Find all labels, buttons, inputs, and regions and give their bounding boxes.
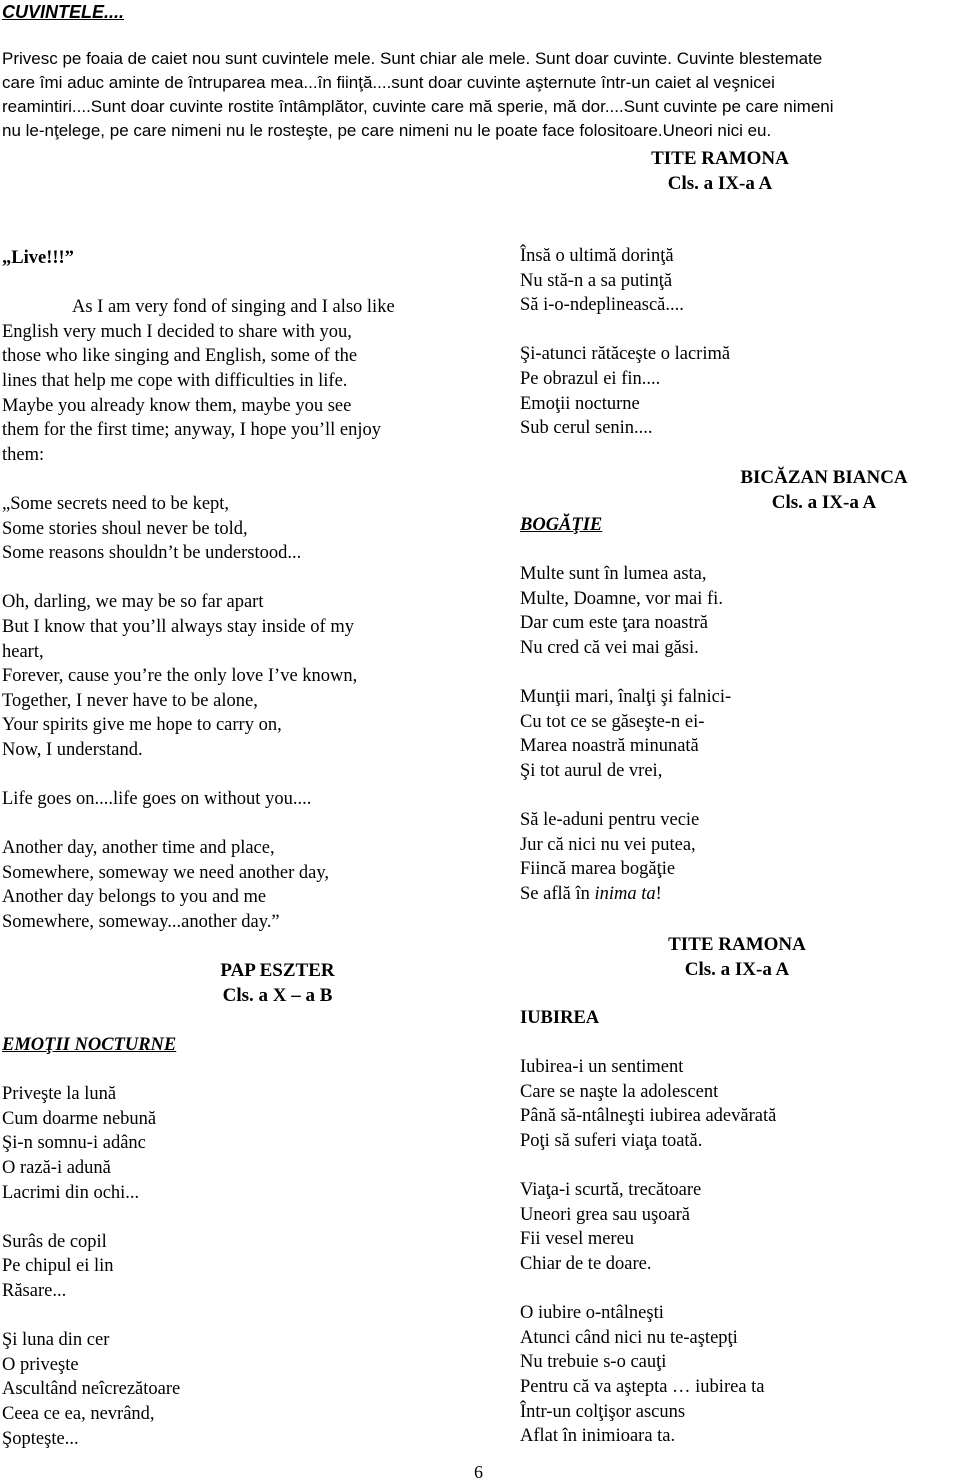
lyric-line: Another day, another time and place, xyxy=(2,838,275,859)
intro-line: Privesc pe foaia de caiet nou sunt cuvintele mele. Sunt chiar ale mele. Sunt doar cuvinte. Cuvinte blestemate xyxy=(2,49,823,68)
lyric-line: Somewhere, someway we need another day, xyxy=(2,862,330,883)
poem-line: Lacrimi din ochi... xyxy=(2,1182,140,1203)
poem-line: Sub cerul senin.... xyxy=(520,418,653,439)
last-line-suffix: ! xyxy=(655,883,662,904)
poem-line: Poţi să suferi viaţa toată. xyxy=(520,1130,703,1151)
poem-line: Şi luna din cer xyxy=(2,1330,110,1351)
poem-line: Şi-atunci rătăceşte o lacrimă xyxy=(520,344,731,365)
poem-line: Nu trebuie s-o cauţi xyxy=(520,1352,667,1373)
author-name: TITE RAMONA xyxy=(651,148,789,169)
lyric-line: Oh, darling, we may be so far apart xyxy=(2,592,264,613)
lyric-line: Your spirits give me hope to carry on, xyxy=(2,715,282,736)
emotii-signature xyxy=(726,465,922,515)
emotii-poem-start xyxy=(2,1033,452,1451)
poem-line: Răsare... xyxy=(2,1280,67,1301)
author-name: BICĂZAN BIANCA xyxy=(740,467,908,488)
poem-line: Ceea ce ea, nevrând, xyxy=(2,1403,155,1424)
bogatie-signature xyxy=(640,932,834,982)
live-paragraph-line: Maybe you already know them, maybe you see xyxy=(2,395,352,416)
lyric-line: Life goes on....life goes on without you.... xyxy=(2,789,312,810)
poem-line: Dar cum este ţara noastră xyxy=(520,613,708,634)
author-name: PAP ESZTER xyxy=(220,960,335,981)
poem-line: O iubire o-ntâlneşti xyxy=(520,1303,664,1324)
document-title: CUVINTELE.... xyxy=(2,2,125,22)
poem-line: Într-un colţişor ascuns xyxy=(520,1401,686,1422)
poem-line: Uneori grea sau uşoară xyxy=(520,1204,691,1225)
poem-line: Pentru că va aştepta … iubirea ta xyxy=(520,1376,765,1397)
poem-line: Marea noastră minunată xyxy=(520,736,699,757)
poem-line: Şi-n somnu-i adânc xyxy=(2,1133,146,1154)
author-class: Cls. a IX-a A xyxy=(684,959,790,980)
lyric-line: Another day belongs to you and me xyxy=(2,887,267,908)
poem-line: Însă o ultimă dorinţă xyxy=(520,246,674,266)
poem-line: Să le-aduni pentru vecie xyxy=(520,810,700,831)
live-paragraph-line: them for the first time; anyway, I hope you’ll enjoy xyxy=(2,420,381,441)
poem-line: Emoţii nocturne xyxy=(520,393,640,414)
poem-line: Iubirea-i un sentiment xyxy=(520,1057,684,1078)
lyric-line: Forever, cause you’re the only love I’ve known, xyxy=(2,666,358,687)
poem-line: Să i-o-ndeplinească.... xyxy=(520,295,684,316)
live-paragraph-line: lines that help me cope with difficulties in life. xyxy=(2,370,348,391)
poem-line: Chiar de te doare. xyxy=(520,1253,652,1274)
poem-line: O priveşte xyxy=(2,1354,79,1375)
poem-line: Ascultând neîcrezătoare xyxy=(2,1379,181,1400)
lyric-line: But I know that you’ll always stay inside of my xyxy=(2,616,354,637)
emotii-heading: EMOŢII NOCTURNE xyxy=(2,1035,177,1055)
poem-line: Multe sunt în lumea asta, xyxy=(520,564,707,585)
poem-line: Fiincă marea bogăţie xyxy=(520,859,676,880)
live-signature xyxy=(200,958,355,1008)
poem-line: Jur că nici nu vei putea, xyxy=(520,834,696,855)
live-paragraph-line: them: xyxy=(2,444,45,465)
poem-line: Pe obrazul ei fin.... xyxy=(520,368,661,389)
poem-line: Surâs de copil xyxy=(2,1231,107,1252)
last-line-italic: inima ta xyxy=(594,883,656,904)
iubirea-heading: IUBIREA xyxy=(520,1008,600,1028)
lyric-line: heart, xyxy=(2,641,44,662)
poem-line: Atunci când nici nu te-aştepţi xyxy=(520,1327,738,1348)
poem-line-last xyxy=(520,882,950,907)
intro-paragraph xyxy=(2,47,960,143)
lyric-line: Some reasons shouldn’t be understood... xyxy=(2,543,302,564)
poem-line: Priveşte la lună xyxy=(2,1084,117,1105)
lyric-line: Now, I understand. xyxy=(2,739,143,760)
poem-line: Şi tot aurul de vrei, xyxy=(520,760,663,781)
page-number: 6 xyxy=(474,1462,483,1482)
live-paragraph-line: those who like singing and English, some of the xyxy=(2,346,358,367)
poem-line: Nu cred că vei mai găsi. xyxy=(520,637,699,658)
poem-line: Viaţa-i scurtă, trecătoare xyxy=(520,1180,702,1201)
intro-line: care îmi aduc aminte de întruparea mea...în fiinţă....sunt doar cuvinte aşternute într-un caiet al veşnicei xyxy=(2,73,775,92)
last-line-prefix: Se află în xyxy=(520,883,595,904)
right-column xyxy=(520,244,950,441)
bogatie-heading: BOGĂŢIE xyxy=(520,515,603,535)
intro-line: nu le-nţelege, pe care nimeni nu le rosteşte, pe care nimeni nu le poate face folositoare.Uneori nici eu. xyxy=(2,121,772,140)
lyric-line: Together, I never have to be alone, xyxy=(2,690,258,711)
live-paragraph-line: English very much I decided to share with you, xyxy=(2,321,352,342)
author-class: Cls. a IX-a A xyxy=(771,492,877,513)
poem-line: Şopteşte... xyxy=(2,1428,79,1449)
live-paragraph-line: As I am very fond of singing and I also like xyxy=(72,297,395,318)
intro-signature xyxy=(600,146,840,196)
author-name: TITE RAMONA xyxy=(668,934,806,955)
poem-line: Cu tot ce se găseşte-n ei- xyxy=(520,711,705,732)
poem-line: Cum doarme nebună xyxy=(2,1108,157,1129)
poem-line: Munţii mari, înalţi şi falnici- xyxy=(520,687,732,708)
poem-line: Nu stă-n a sa putinţă xyxy=(520,270,673,291)
lyric-line: Some stories shoul never be told, xyxy=(2,518,248,539)
poem-line: O rază-i adună xyxy=(2,1157,111,1178)
poem-line: Multe, Doamne, vor mai fi. xyxy=(520,588,723,609)
poem-line: Aflat în inimioara ta. xyxy=(520,1426,676,1447)
author-class: Cls. a X – a B xyxy=(222,985,333,1006)
left-column xyxy=(2,246,452,935)
poem-line: Până să-ntâlneşti iubirea adevărată xyxy=(520,1106,777,1127)
intro-line: reamintiri....Sunt doar cuvinte rostite întâmplător, cuvinte care mă sperie, mă dor....Sunt cuvinte pe care nimeni xyxy=(2,97,834,116)
poem-line: Care se naşte la adolescent xyxy=(520,1081,719,1102)
lyric-line: Somewhere, someway...another day.” xyxy=(2,912,280,933)
poem-line: Pe chipul ei lin xyxy=(2,1256,114,1277)
live-heading: „Live!!!” xyxy=(2,248,74,268)
author-class: Cls. a IX-a A xyxy=(667,173,773,194)
poem-line: Fii vesel mereu xyxy=(520,1229,635,1250)
lyric-line: „Some secrets need to be kept, xyxy=(2,493,230,514)
bogatie-poem xyxy=(520,513,950,907)
iubirea-poem xyxy=(520,1006,950,1449)
